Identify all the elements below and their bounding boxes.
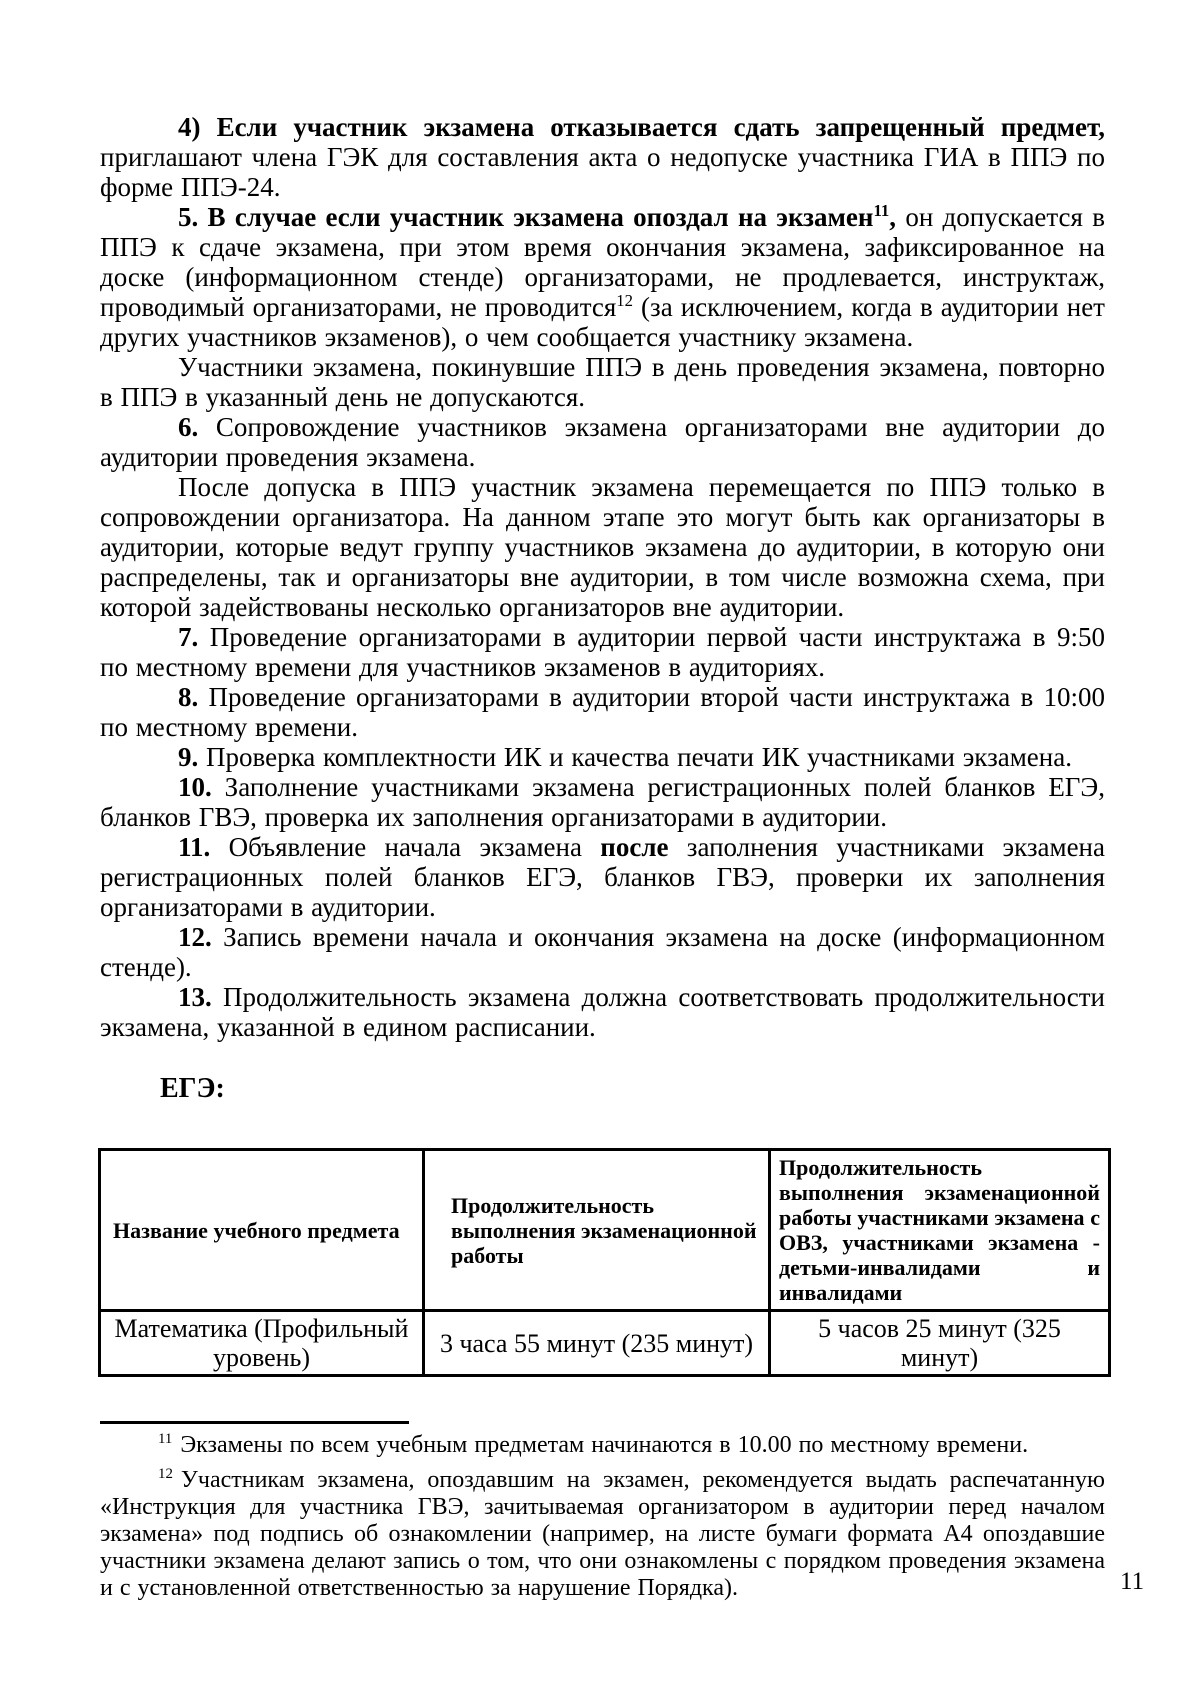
text-run: Объявление начала экзамена [210,832,601,862]
paragraph [100,772,1105,832]
body-text [100,112,1105,1042]
paragraph [100,982,1105,1042]
text-run: 11. [178,832,211,862]
table-header-cell: Название учебного предмета [100,1150,424,1311]
paragraph [100,832,1105,922]
paragraph [100,622,1105,682]
text-run: Участники экзамена, покинувшие ППЭ в день проведения экзамена, повторно в ППЭ в указанный день не допускаются. [100,352,1105,412]
footnote-area [100,1432,1105,1602]
text-run: Запись времени начала и окончания экзамена на доске (информационном стенде). [100,922,1105,982]
text-run: (за исключением, когда в аудитории нет других участников экзаменов), о чем сообщается участнику экзамена. [100,292,1105,352]
text-run: он допускается в ППЭ к сдаче экзамена, при этом время окончания экзамена, зафиксированное на доске (информационном стенде) организаторами, не продлевается, инструктаж, проводимый организаторами, не проводится [100,202,1105,322]
table-cell: 3 часа 55 минут (235 минут) [424,1311,770,1376]
paragraph [100,202,1105,352]
text-run: 10. [178,772,212,802]
table-header-row [100,1150,1110,1311]
table-header-cell: Продолжительность выполнения экзаменационной работы [424,1150,770,1311]
page-number: 11 [1120,1568,1145,1595]
footnote-marker: 11 [158,1431,173,1447]
text-run: Проведение организаторами в аудитории первой части инструктажа в 9:50 по местному времени для участников экзаменов в аудиториях. [100,622,1105,682]
text-run: Заполнение участниками экзамена регистрационных полей бланков ЕГЭ, бланков ГВЭ, проверка их заполнения организаторами в аудитории. [100,772,1105,832]
text-run: 12. [178,922,212,952]
paragraph [100,682,1105,742]
text-run: 13. [178,982,212,1012]
text-run: заполнения участниками экзамена регистрационных полей бланков ЕГЭ, бланков ГВЭ, проверки их заполнения организаторами в аудитории. [100,832,1105,922]
text-run: Проведение организаторами в аудитории второй части инструктажа в 10:00 по местному времени. [100,682,1105,742]
text-run: после [600,832,669,862]
text-run: После допуска в ППЭ участник экзамена перемещается по ППЭ только в сопровождении организатора. На данном этапе это могут быть как организаторы в аудитории, которые ведут группу участников экзамена до аудитории, в которую они распределены, так и организаторы вне аудитории, в том числе возможна схема, при которой задействованы несколько организаторов вне аудитории. [100,472,1105,622]
paragraph [100,472,1105,622]
paragraph [100,922,1105,982]
text-run: , [889,202,897,232]
paragraph [100,352,1105,412]
footnote-marker: 12 [158,1466,173,1482]
footnote-separator [100,1421,409,1424]
text-run: 6. [178,412,199,442]
text-run: Сопровождение участников экзамена организаторами вне аудитории до аудитории проведения экзамена. [100,412,1105,472]
exam-duration-table [98,1148,1111,1377]
text-run: 5. В случае если участник экзамена опоздал на экзамен [178,202,874,232]
section-label: ЕГЭ: [160,1073,225,1104]
table-row [100,1311,1110,1376]
footnote-text: Экзамены по всем учебным предметам начинаются в 10.00 по местному времени. [180,1432,1029,1458]
table-header-cell: Продолжительность выполнения экзаменационной работы участниками экзамена с ОВЗ, участниками экзамена - детьми-инвалидами и инвалидами [770,1150,1110,1311]
text-run: 7. [178,622,199,652]
text-run: приглашают члена ГЭК для составления акта о недопуске участника ГИА в ППЭ по форме ППЭ-24. [100,142,1105,202]
paragraph [100,742,1105,772]
text-run: Продолжительность экзамена должна соответствовать продолжительности экзамена, указанной в едином расписании. [100,982,1105,1042]
text-run: Проверка комплектности ИК и качества печати ИК участниками экзамена. [198,742,1072,772]
text-run: 8. [178,682,199,712]
footnote-ref: 11 [873,201,890,220]
table-cell: Математика (Профильный уровень) [100,1311,424,1376]
paragraph [100,112,1105,202]
text-run: 9. [178,742,199,772]
footnote-ref: 12 [616,291,633,310]
footnote [100,1467,1105,1602]
text-run: 4) Если участник экзамена отказывается сдать запрещенный предмет, [178,112,1105,142]
footnote [100,1432,1105,1459]
table-cell: 5 часов 25 минут (325 минут) [770,1311,1110,1376]
paragraph [100,412,1105,472]
footnote-text: Участникам экзамена, опоздавшим на экзамен, рекомендуется выдать распечатанную «Инструкция для участника ГВЭ, зачитываемая организатором в аудитории перед началом экзамена» под подпись об ознакомлении (например, на листе бумаги формата А4 опоздавшие участники экзамена делают запись о том, что они ознакомлены с порядком проведения экзамена и с установленной ответственностью за нарушение Порядка). [100,1467,1105,1601]
